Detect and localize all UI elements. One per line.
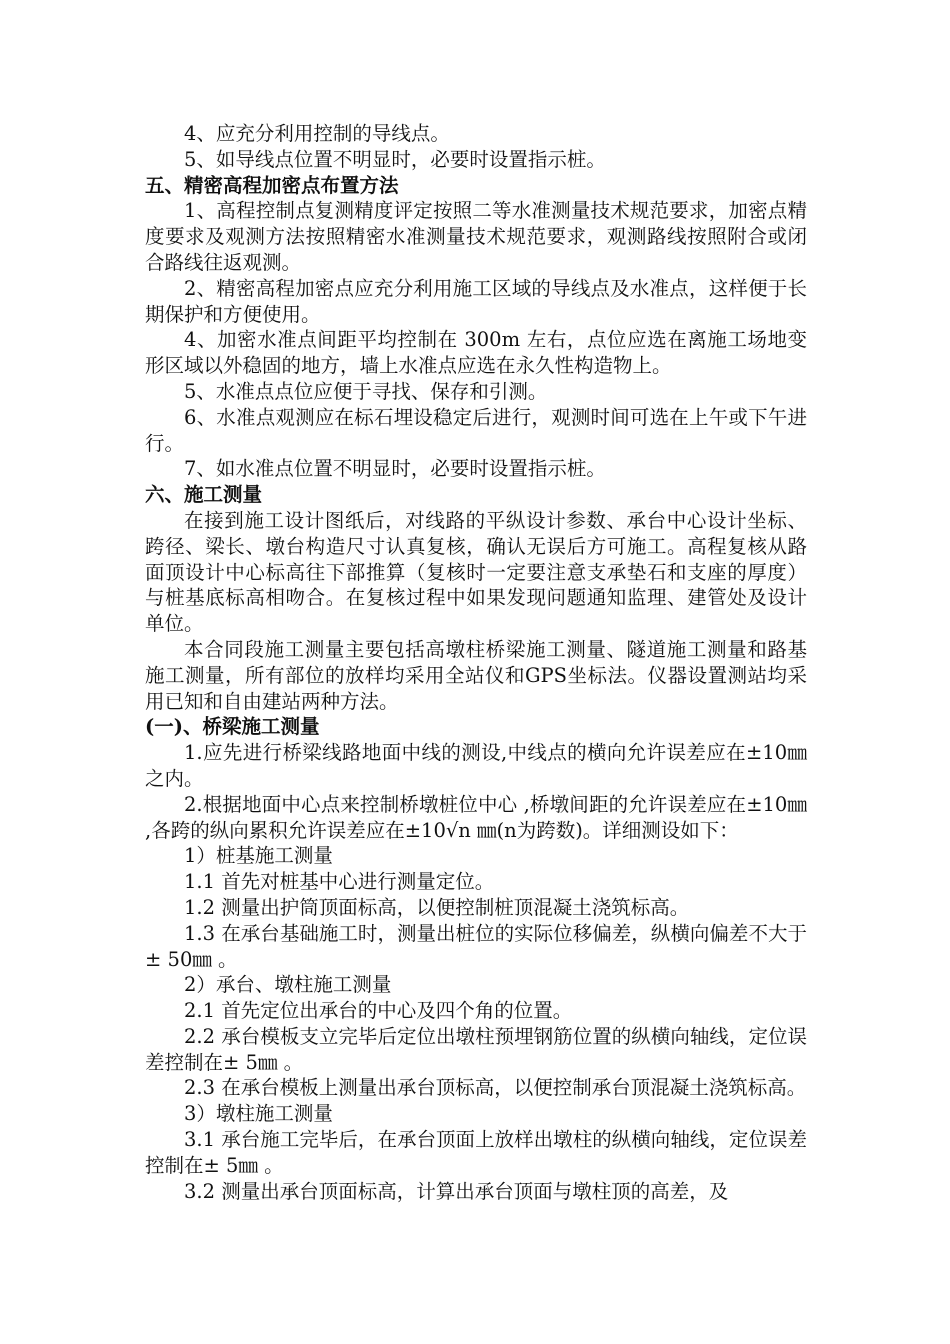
paragraph: 2.3 在承台模板上测量出承台顶标高，以便控制承台顶混凝土浇筑标高。 (184, 1076, 807, 1100)
section-heading: 六、施工测量 (145, 483, 263, 507)
paragraph: 在接到施工设计图纸后，对线路的平纵设计参数、承台中心设计坐标、跨径、梁长、墩台构造尺寸认真复核，确认无误后方可施工。高程复核从路面顶设计中心标高往下部推算（复核时一定要注意支承垫石和支座的厚度）与桩基底标高相吻合。在复核过程中如果发现问题通知监理、建管处及设计单位。 (145, 508, 807, 636)
paragraph: 5、如导线点位置不明显时，必要时设置指示桩。 (184, 147, 606, 171)
paragraph: 4、应充分利用控制的导线点。 (184, 122, 450, 145)
paragraph: 3.2 测量出承台顶面标高，计算出承台顶面与墩柱顶的高差，及 (184, 1179, 729, 1203)
paragraph: 6、水准点观测应在标石埋设稳定后进行，观测时间可选在上午或下午进行。 (145, 405, 807, 455)
paragraph: 3.1 承台施工完毕后，在承台顶面上放样出墩柱的纵横向轴线，定位误差控制在± 5㎜ 。 (145, 1128, 807, 1177)
paragraph: 1.应先进行桥梁线路地面中线的测设,中线点的横向允许误差应在±10㎜之内。 (145, 741, 807, 790)
list-heading: 3）墩柱施工测量 (184, 1102, 333, 1126)
document-body (145, 121, 807, 1204)
paragraph: 2.根据地面中心点来控制桥墩桩位中心 ,桥墩间距的允许误差应在±10㎜ ,各跨的纵向累积允许误差应在±10√n ㎜(n为跨数)。详细测设如下： (145, 792, 807, 842)
paragraph: 1.2 测量出护筒顶面标高，以便控制桩顶混凝土浇筑标高。 (184, 895, 690, 919)
list-heading: 1）桩基施工测量 (184, 844, 333, 868)
paragraph: 4、加密水准点间距平均控制在 300m 左右，点位应选在离施工场地变形区域以外稳固的地方，墙上水准点应选在永久性构造物上。 (145, 328, 807, 378)
subsection-heading: (一)、桥梁施工测量 (145, 715, 320, 739)
paragraph: 1.1 首先对桩基中心进行测量定位。 (184, 870, 495, 894)
section-heading: 五、精密高程加密点布置方法 (145, 173, 399, 197)
paragraph: 本合同段施工测量主要包括高墩柱桥梁施工测量、隧道施工测量和路基施工测量，所有部位的放样均采用全站仪和GPS坐标法。仪器设置测站均采用已知和自由建站两种方法。 (145, 637, 807, 713)
list-heading: 2）承台、墩柱施工测量 (184, 973, 392, 997)
paragraph: 2.1 首先定位出承台的中心及四个角的位置。 (184, 999, 573, 1023)
paragraph: 7、如水准点位置不明显时，必要时设置指示桩。 (184, 457, 606, 481)
paragraph: 1.3 在承台基础施工时，测量出桩位的实际位移偏差，纵横向偏差不大于± 50㎜ 。 (145, 921, 807, 971)
paragraph: 2、精密高程加密点应充分利用施工区域的导线点及水准点，这样便于长期保护和方便使用。 (145, 276, 807, 326)
paragraph: 2.2 承台模板支立完毕后定位出墩柱预埋钢筋位置的纵横向轴线，定位误差控制在± 5㎜ 。 (145, 1024, 807, 1074)
paragraph: 5、水准点点位应便于寻找、保存和引测。 (184, 379, 548, 403)
paragraph: 1、高程控制点复测精度评定按照二等水准测量技术规范要求，加密点精度要求及观测方法按照精密水准测量技术规范要求，观测路线按照附合或闭合路线往返观测。 (145, 199, 807, 274)
